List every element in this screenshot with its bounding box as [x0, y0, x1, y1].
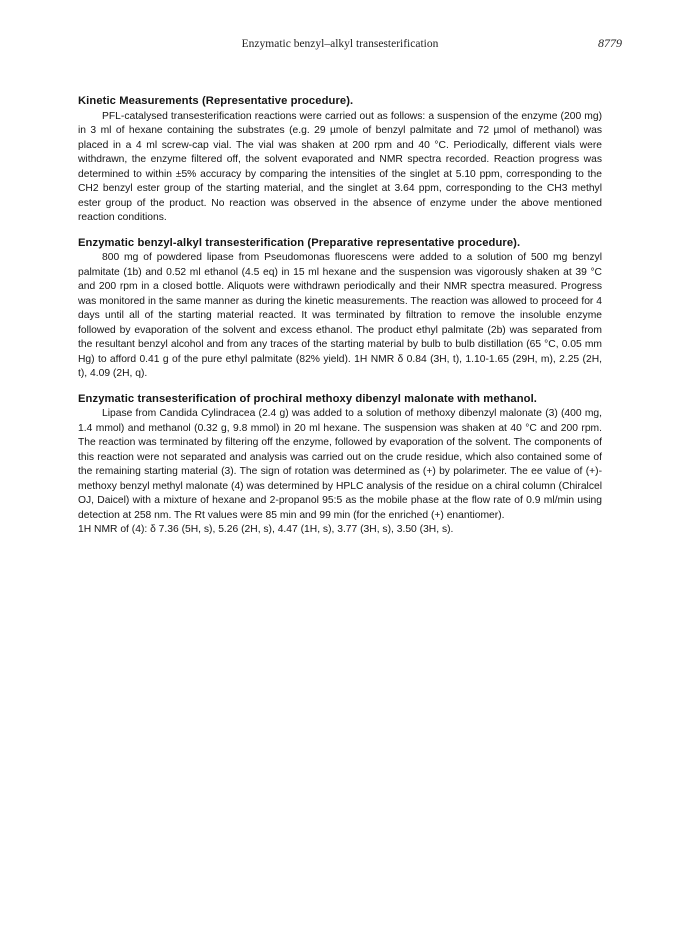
- section-heading: Enzymatic transesterification of prochiral methoxy dibenzyl malonate with methanol.: [78, 392, 538, 405]
- section-paragraph: 800 mg of powdered lipase from Pseudomonas fluorescens were added to a solution of 500 mg benzyl palmitate (1b) and 0.52 ml ethanol (4.5 eq) in 15 ml hexane and the suspension was vigorously shaken at 39 °C and 200 rpm in a closed bottle. Aliquots were withdrawn periodically and their NMR spectra measured. Progress was monitored in the same manner as during the kinetic measurements. The reaction was allowed to proceed for 4 days until all of the starting material reacted. It was terminated by filtration to remove the insoluble enzyme followed by evaporation of the solvent and excess ethanol. The product ethyl palmitate (2b) was separated from the resultant benzyl alcohol and from any traces of the starting material by bulb to bulb distillation (65 °C, 0.05 mm Hg) to afford 0.41 g of the pure ethyl palmitate (82% yield). 1H NMR δ 0.84 (3H, t), 1.10-1.65 (29H, m), 2.25 (2H, t), 4.09 (2H, q).: [78, 252, 602, 379]
- page-number: 8779: [598, 36, 622, 50]
- section-prochiral-malonate: [78, 392, 602, 538]
- section-kinetic-measurements: [78, 94, 602, 226]
- section-heading: Enzymatic benzyl-alkyl transesterification (Preparative representative procedure).: [78, 236, 521, 249]
- section-paragraph: Lipase from Candida Cylindracea (2.4 g) was added to a solution of methoxy dibenzyl malonate (3) (400 mg, 1.4 mmol) and methanol (0.32 g, 9.8 mmol) in 20 ml hexane. The suspension was shaken at 40 °C and 200 rpm. The reaction was terminated by filtering off the enzyme, followed by evaporation of the solvent. The components of this reaction were not separated and analysis was carried out on the crude residue, which also contained some of the remaining starting material (3). The sign of rotation was determined as (+) by polarimeter. The ee value of (+)-methoxy benzyl methyl malonate (4) was determined by HPLC analysis of the residue on a chiral column (Chiralcel OJ, Daicel) with a mixture of hexane and 2-propanol 95:5 as the mobile phase at the flow rate of 0.9 ml/min using detection at 258 nm. The Rt values were 85 min and 99 min (for the enriched (+) enantiomer).: [78, 408, 602, 521]
- article-body: [78, 94, 602, 548]
- running-head: Enzymatic benzyl–alkyl transesterification: [241, 38, 439, 50]
- section-paragraph: PFL-catalysed transesterification reactions were carried out as follows: a suspension of the enzyme (200 mg) in 3 ml of hexane containing the substrates (e.g. 29 µmole of benzyl palmitate and 72 µmol of methanol) was placed in a 4 ml screw-cap vial. The vial was shaken at 200 rpm and 40 °C. Periodically, different vials were withdrawn, the enzyme filtered off, the solvent evaporated and NMR spectra recorded. Reaction progress was determined to within ±5% accuracy by comparing the intensities of the singlet at 5.10 ppm, corresponding to the CH2 benzyl ester group of the starting material, and the singlet at 3.64 ppm, corresponding to the CH3 methyl ester group of the product. No reaction was observed in the absence of enzyme under the above mentioned reaction conditions.: [78, 110, 602, 223]
- section-heading: Kinetic Measurements (Representative procedure).: [78, 95, 354, 107]
- nmr-data-line: 1H NMR of (4): δ 7.36 (5H, s), 5.26 (2H, s), 4.47 (1H, s), 3.77 (3H, s), 3.50 (3H, s).: [78, 524, 454, 535]
- section-preparative-procedure: [78, 236, 602, 382]
